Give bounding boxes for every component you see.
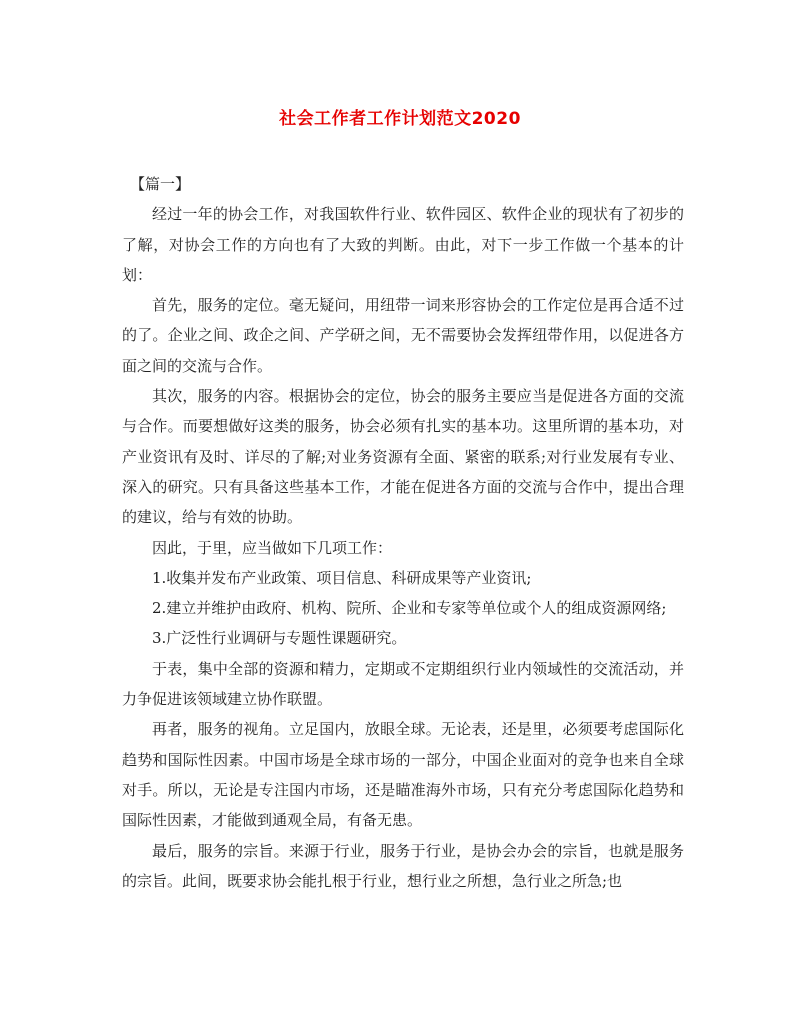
list-item-2: 2.建立并维护由政府、机构、院所、企业和专家等单位或个人的组成资源网络; [152, 599, 667, 618]
paragraph-2: 首先，服务的定位。毫无疑问，用纽带一词来形容协会的工作定位是再合适不过的了。企业之间、政企之间、产学研之间，无不需要协会发挥纽带作用，以促进各方面之间的交流与合作。 [122, 296, 684, 375]
paragraph-4: 因此，于里，应当做如下几项工作： [152, 538, 393, 557]
list-item-1: 1.收集并发布产业政策、项目信息、科研成果等产业资讯; [152, 568, 532, 587]
paragraph-7: 最后，服务的宗旨。来源于行业，服务于行业，是协会办会的宗旨，也就是服务的宗旨。此间，既要求协会能扎根于行业，想行业之所想，急行业之所急;也 [122, 841, 684, 890]
paragraph-1: 经过一年的协会工作，对我国软件行业、软件园区、软件企业的现状有了初步的了解，对协会工作的方向也有了大致的判断。由此，对下一步工作做一个基本的计划： [122, 205, 684, 284]
section-label: 【篇一】 [130, 175, 191, 193]
paragraph-3: 其次，服务的内容。根据协会的定位，协会的服务主要应当是促进各方面的交流与合作。而要想做好这类的服务，协会必须有扎实的基本功。这里所谓的基本功，对产业资讯有及时、详尽的了解;对业务资源有全面、紧密的联系;对行业发展有专业、深入的研究。只有具备这些基本工作，才能在促进各方面的交流与合作中，提出合理的建议，给与有效的协助。 [122, 387, 684, 527]
document-title: 社会工作者工作计划范文2020 [279, 109, 521, 129]
paragraph-6: 再者，服务的视角。立足国内，放眼全球。无论表，还是里，必须要考虑国际化趋势和国际性因素。中国市场是全球市场的一部分，中国企业面对的竞争也来自全球对手。所以，无论是专注国内市场，还是瞄准海外市场，只有充分考虑国际化趋势和国际性因素，才能做到通观全局，有备无患。 [122, 720, 684, 830]
document-body [122, 169, 684, 896]
list-item-3: 3.广泛性行业调研与专题性课题研究。 [152, 629, 407, 648]
paragraph-5: 于表，集中全部的资源和精力，定期或不定期组织行业内领域性的交流活动，并力争促进该领域建立协作联盟。 [122, 659, 684, 709]
